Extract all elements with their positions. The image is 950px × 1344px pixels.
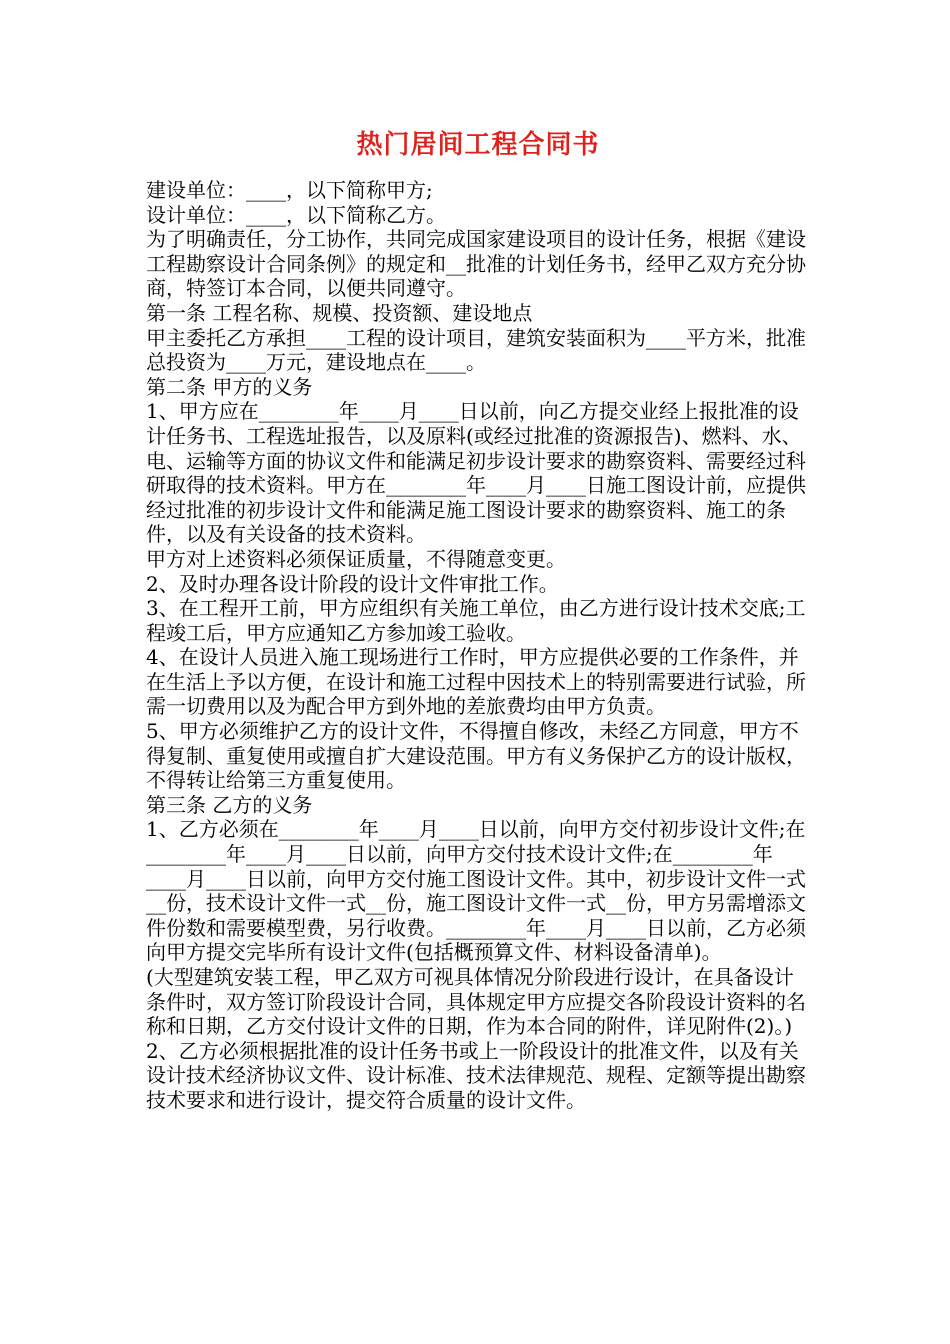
document-title: 热门居间工程合同书 (356, 130, 600, 160)
article-2-item-5: 5、甲方必须维护乙方的设计文件，不得擅自修改，未经乙方同意，甲方不得复制、重复使用或擅自扩大建设范围。甲方有义务保护乙方的设计版权，不得转让给第三方重复使用。 (146, 719, 806, 793)
article-1-text: 甲主委托乙方承担____工程的设计项目，建筑安装面积为____平方米，批准总投资为____万元，建设地点在____。 (146, 325, 806, 375)
article-1-heading: 第一条 工程名称、规模、投资额、建设地点 (146, 300, 533, 325)
article-2-heading: 第二条 甲方的义务 (146, 374, 313, 399)
article-2-item-1: 1、甲方应在________年____月____日以前，向乙方提交业经上报批准的设计任务书、工程选址报告，以及原料(或经过批准的资源报告)、燃料、水、电、运输等方面的协议文件和能满足初步设计要求的勘察资料、需要经过科研取得的技术资料。甲方在________年____月____日施工图设计前，应提供经过批准的初步设计文件和能满足施工图设计要求的勘察资料、施工的条件，以及有关设备的技术资料。 (146, 399, 806, 547)
article-2-item-1-note: 甲方对上述资料必须保证质量，不得随意变更。 (146, 546, 566, 571)
paragraph-preamble: 为了明确责任，分工协作，共同完成国家建设项目的设计任务，根据《建设工程勘察设计合同条例》的规定和__批准的计划任务书，经甲乙双方充分协商，特签订本合同，以便共同遵守。 (146, 227, 806, 301)
article-3-item-1-note: (大型建筑安装工程，甲乙双方可视具体情况分阶段进行设计，在具备设计条件时，双方签订阶段设计合同，具体规定甲方应提交各阶段设计资料的名称和日期，乙方交付设计文件的日期，作为本合同的附件，详见附件(2)。) (146, 965, 806, 1039)
article-2-item-2: 2、及时办理各设计阶段的设计文件审批工作。 (146, 571, 559, 596)
paragraph-builder: 建设单位：____，以下简称甲方; (146, 178, 433, 202)
article-2-item-4: 4、在设计人员进入施工现场进行工作时，甲方应提供必要的工作条件，并在生活上予以方便，在设计和施工过程中因技术上的特别需要进行试验，所需一切费用以及为配合甲方到外地的差旅费均由甲方负责。 (146, 645, 806, 719)
article-3-item-2: 2、乙方必须根据批准的设计任务书或上一阶段设计的批准文件，以及有关设计技术经济协议文件、设计标准、技术法律规范、规程、定额等提出勘察技术要求和进行设计，提交符合质量的设计文件。 (146, 1038, 806, 1112)
article-3-heading: 第三条 乙方的义务 (146, 792, 313, 817)
article-3-item-1: 1、乙方必须在________年____月____日以前，向甲方交付初步设计文件;在________年____月____日以前，向甲方交付技术设计文件;在________年____月____日以前，向甲方交付施工图设计文件。其中，初步设计文件一式__份，技术设计文件一式__份，施工图设计文件一式__份，甲方另需增添文件份数和需要模型费，另行收费。________年____月____日以前，乙方必须向甲方提交完毕所有设计文件(包括概预算文件、材料设备清单)。 (146, 817, 806, 965)
article-2-item-3: 3、在工程开工前，甲方应组织有关施工单位，由乙方进行设计技术交底;工程竣工后，甲方应通知乙方参加竣工验收。 (146, 596, 806, 645)
document-body (146, 178, 810, 1113)
paragraph-designer: 设计单位：____，以下简称乙方。 (146, 202, 446, 227)
